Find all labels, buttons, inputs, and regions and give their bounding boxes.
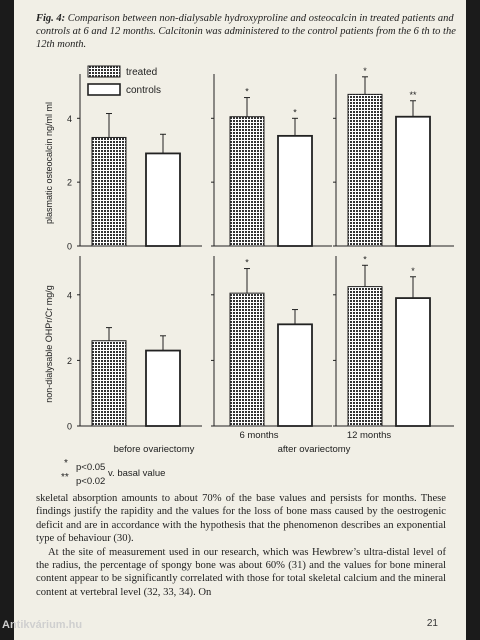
y-tick-label: 0 bbox=[66, 421, 72, 432]
paragraph-1: skeletal absorption amounts to about 70% of the base values and persists for months. These findings justify the rapidity and the values for the loss of bone mass caused by the oestrogenic deficit and are in accordance with the hypothesis that the phenomenon describes an exponential type of behaviour (30). bbox=[36, 493, 446, 545]
bar-controls bbox=[396, 117, 430, 246]
bar-chart-figure bbox=[14, 0, 466, 490]
bar-controls bbox=[146, 351, 180, 426]
bar-controls bbox=[146, 153, 180, 246]
book-page bbox=[14, 0, 466, 640]
bar-controls bbox=[278, 324, 312, 426]
y-axis-title: plasmatic osteocalcin ng/ml ml bbox=[44, 101, 54, 225]
figure-caption-text: Comparison between non-dialysable hydroxyproline and osteocalcin in treated patients and controls at 6 and 12 months. Calcitonin was administered to the control patients from the 6 th to the 12th month. bbox=[36, 13, 456, 50]
legend-label-controls: controls bbox=[126, 85, 162, 96]
group-label-12-months: 12 months bbox=[346, 430, 392, 441]
legend-swatch-treated bbox=[88, 66, 120, 77]
significance-mark: * bbox=[363, 65, 367, 76]
legend-label-treated: treated bbox=[126, 67, 158, 78]
sig-one-star: * bbox=[64, 458, 68, 469]
bar-treated bbox=[230, 293, 264, 426]
charts-group bbox=[44, 66, 454, 432]
bar-treated bbox=[348, 287, 382, 426]
significance-mark: * bbox=[363, 254, 367, 265]
y-tick-label: 4 bbox=[66, 290, 72, 301]
sig-note: v. basal value bbox=[108, 468, 166, 479]
page-number: 21 bbox=[426, 618, 438, 629]
y-tick-label: 2 bbox=[66, 177, 72, 188]
sig-one-text: p<0.05 bbox=[76, 462, 106, 473]
y-tick-label: 2 bbox=[66, 355, 72, 366]
bar-treated bbox=[92, 341, 126, 426]
significance-mark: ** bbox=[409, 89, 417, 100]
body-text bbox=[36, 492, 446, 599]
significance-mark: * bbox=[293, 107, 297, 118]
y-tick-label: 4 bbox=[66, 113, 72, 124]
bar-treated bbox=[348, 94, 382, 246]
bar-treated bbox=[92, 137, 126, 246]
significance-mark: * bbox=[411, 265, 415, 276]
bar-treated bbox=[230, 117, 264, 246]
significance-mark: * bbox=[245, 257, 249, 268]
significance-mark: * bbox=[245, 86, 249, 97]
bar-controls bbox=[396, 298, 430, 426]
bar-controls bbox=[278, 136, 312, 246]
figure-label: Fig. 4: bbox=[36, 13, 66, 24]
sig-two-star: ** bbox=[61, 472, 69, 483]
paragraph-2: At the site of measurement used in our research, which was Hewbrew’s ultra-distal level of the radius, the percentage of spongy bone was about 60% (31) and the values for bone mineral content appear to be significantly correlated with those for total skeletal calcium and the mineral content at vertebral level (32, 33, 34). On bbox=[36, 546, 446, 598]
legend-swatch-controls bbox=[88, 84, 120, 95]
group-label-before: before ovariectomy bbox=[113, 444, 195, 455]
watermark-text: Antikvárium.hu bbox=[2, 619, 83, 631]
sig-two-text: p<0.02 bbox=[76, 476, 106, 487]
y-tick-label: 0 bbox=[66, 241, 72, 252]
group-label-6-months: 6 months bbox=[239, 430, 279, 441]
y-axis-title: non-dialysable OHPr/Cr mg/g bbox=[44, 285, 54, 403]
group-label-after: after ovariectomy bbox=[277, 444, 351, 455]
